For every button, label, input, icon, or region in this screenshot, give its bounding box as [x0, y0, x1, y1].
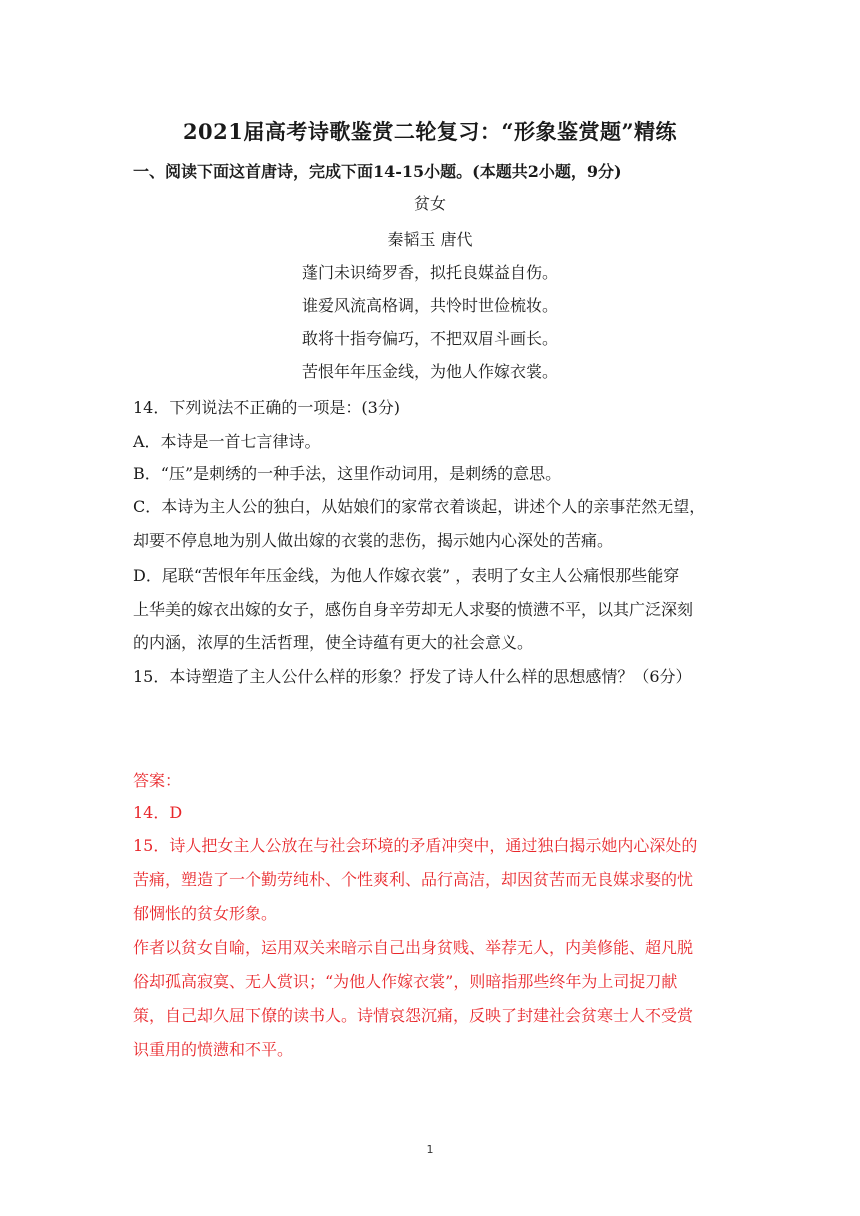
answer-15-line: 15．诗人把女主人公放在与社会环境的矛盾冲突中，通过独白揭示她内心深处的 [133, 836, 698, 855]
answer-15-line: 识重用的愤懑和不平。 [133, 1040, 294, 1059]
answer-15-line: 俗却孤高寂寞、无人赏识；“为他人作嫁衣裳”，则暗指那些终年为上司捉刀献 [133, 972, 678, 991]
option-b: B．“压”是刺绣的一种手法，这里作动词用，是刺绣的意思。 [133, 464, 562, 483]
option-d-line: 上华美的嫁衣出嫁的女子，感伤自身辛劳却无人求娶的愤懑不平，以其广泛深刻 [133, 600, 694, 619]
answer-15-line: 策，自己却久屈下僚的读书人。诗情哀怨沉痛，反映了封建社会贫寒士人不受赏 [133, 1006, 694, 1025]
question-15-stem: 15．本诗塑造了主人公什么样的形象？抒发了诗人什么样的思想感情？（6分） [133, 667, 692, 686]
option-a: A．本诗是一首七言律诗。 [133, 432, 321, 451]
option-d-line: D．尾联“苦恨年年压金线，为他人作嫁衣裳” ，表明了女主人公痛恨那些能穿 [133, 566, 680, 585]
poem-line: 谁爱风流高格调，共怜时世俭梳妆。 [301, 296, 558, 315]
option-d-line: 的内涵，浓厚的生活哲理，使全诗蕴有更大的社会意义。 [133, 633, 534, 652]
section-heading: 一、阅读下面这首唐诗，完成下面14-15小题。(本题共2小题，9分) [133, 162, 622, 181]
poem-author: 秦韬玉 唐代 [387, 230, 473, 249]
answer-14: 14．D [133, 803, 183, 822]
answer-15-line: 郁惆怅的贫女形象。 [133, 904, 278, 923]
option-c-line: C．本诗为主人公的独白，从姑娘们的家常衣着谈起，讲述个人的亲事茫然无望， [133, 497, 706, 516]
answer-15-line: 苦痛，塑造了一个勤劳纯朴、个性爽利、品行高洁，却因贫苦而无良媒求娶的忧 [133, 870, 694, 889]
poem-title: 贫女 [413, 194, 446, 213]
answer-15-line: 作者以贫女自喻，运用双关来暗示自己出身贫贱、举荐无人，内美修能、超凡脱 [133, 938, 694, 957]
poem-line: 蓬门未识绮罗香，拟托良媒益自伤。 [301, 263, 558, 282]
option-c-line: 却要不停息地为别人做出嫁的衣裳的悲伤，揭示她内心深处的苦痛。 [133, 531, 614, 550]
question-14-stem: 14．下列说法不正确的一项是：(3分) [133, 398, 401, 417]
document-title: 2021届高考诗歌鉴赏二轮复习：“形象鉴赏题”精练 [182, 119, 678, 144]
poem-line: 苦恨年年压金线，为他人作嫁衣裳。 [301, 362, 558, 381]
page-number: 1 [426, 1143, 434, 1156]
answer-label: 答案： [133, 771, 182, 790]
poem-line: 敢将十指夸偏巧，不把双眉斗画长。 [301, 329, 558, 348]
